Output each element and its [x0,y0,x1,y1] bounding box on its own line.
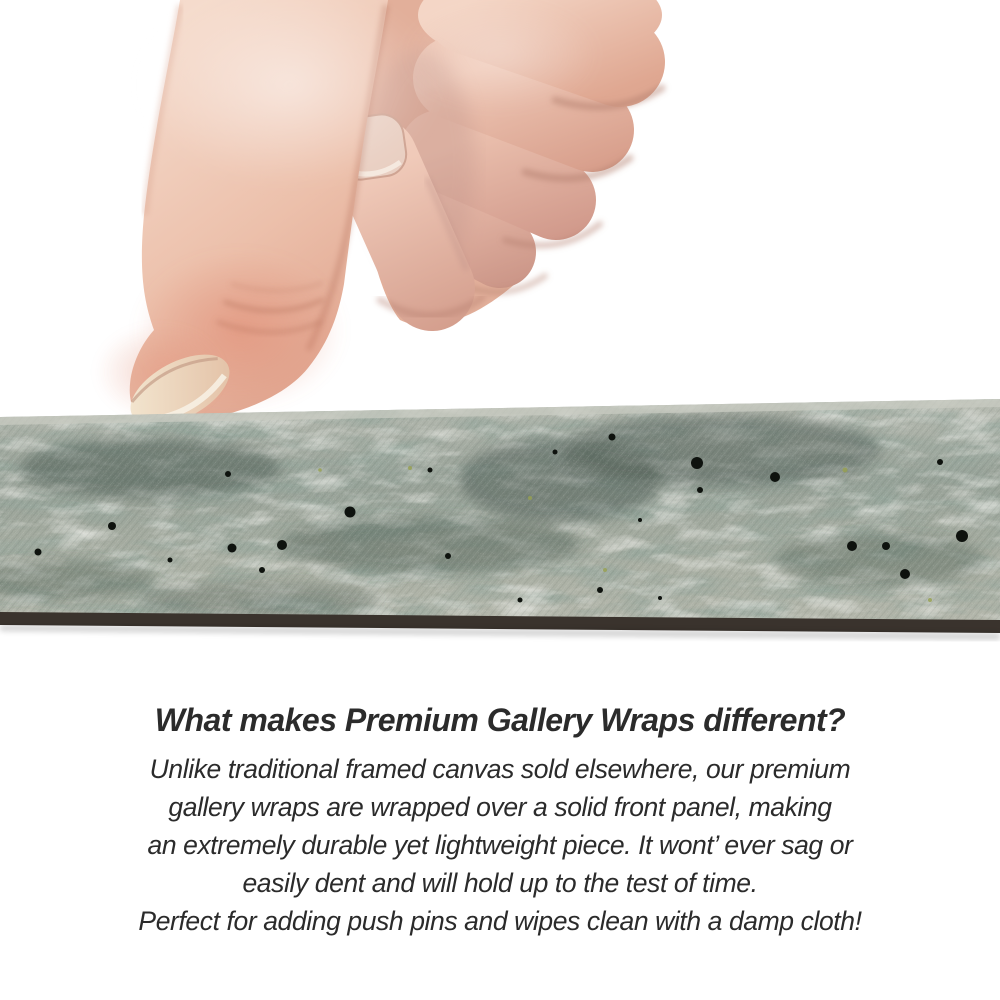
caption-line-5: Perfect for adding push pins and wipes clean with a damp cloth! [138,906,862,936]
canvas-edge-strip [0,390,1000,640]
caption-line-1: Unlike traditional framed canvas sold elsewhere, our premium [149,754,851,784]
hand-photo [95,0,662,440]
caption-block [0,698,1000,940]
caption-line-4: easily dent and will hold up to the test of time. [242,868,758,898]
caption-line-2: gallery wraps are wrapped over a solid front panel, making [168,792,832,822]
caption-line-3: an extremely durable yet lightweight piece. It wont’ ever sag or [147,830,853,860]
caption-heading: What makes Premium Gallery Wraps different? [154,702,846,738]
